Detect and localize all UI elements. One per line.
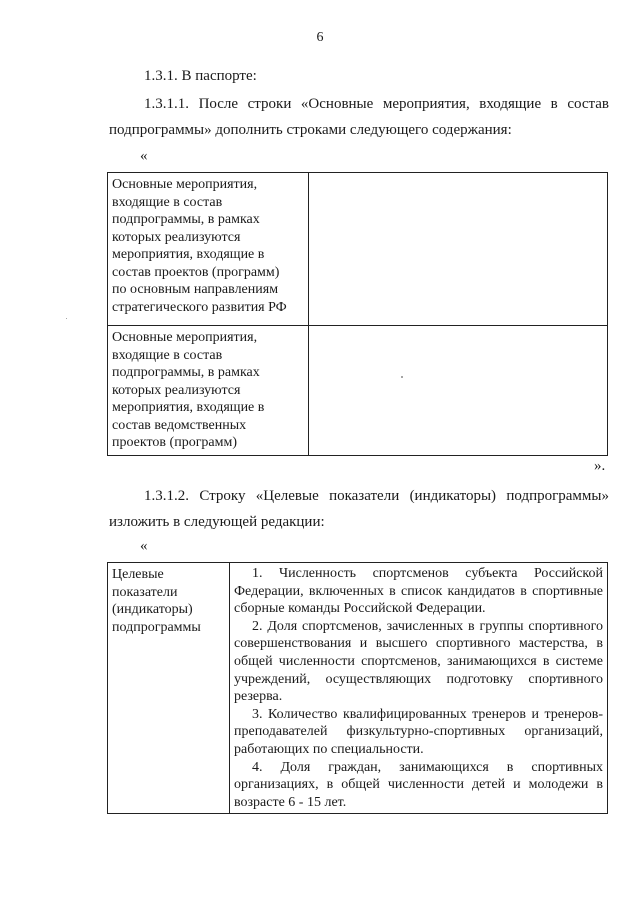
cell-line: которых реализуются [112, 229, 241, 245]
indicator-item: 3. Количество квалифицированных тренеров и тренеров-преподавателей физкультурно-спортивных организаций, работающих по специальности. [234, 706, 603, 757]
cell-line: входящие в состав [112, 194, 223, 210]
cell-line: входящие в состав [112, 347, 223, 363]
cell-line: состав ведомственных [112, 417, 247, 433]
cell-line: Основные мероприятия, [112, 330, 258, 345]
table-row [108, 173, 608, 326]
section-1-3-1-1-line2: подпрограммы» дополнить строками следующего содержания: [109, 122, 512, 138]
cell-line: Основные мероприятия, [112, 177, 258, 192]
opening-quote-mark: « [140, 148, 148, 164]
cell-line: Целевые [112, 567, 164, 582]
table-cell-label [108, 563, 230, 814]
cell-line: мероприятия, входящие в [112, 247, 265, 262]
table-row [108, 326, 608, 456]
table-cell-value [309, 326, 608, 456]
section-1-3-1-1-line1: 1.3.1.1. После строки «Основные мероприятия, входящие в состав [144, 96, 609, 112]
table-cell-value [309, 173, 608, 326]
indicator-item: 4. Доля граждан, занимающихся в спортивных организациях, в общей численности детей и молодежи в возрасте 6 - 15 лет. [234, 759, 603, 810]
table-cell-label [108, 173, 309, 326]
cell-line: по основным направлениям [112, 282, 279, 297]
indicator-item: 1. Численность спортсменов субъекта Российской Федерации, включенных в список кандидатов в спортивные сборные команды Российской Федерации. [234, 566, 603, 617]
cell-line: мероприятия, входящие в [112, 400, 265, 415]
cell-line: подпрограммы, в рамках [112, 212, 260, 227]
target-indicators-table [107, 562, 608, 814]
indicator-item: 2. Доля спортсменов, зачисленных в группы спортивного совершенствования и высшего спортивного мастерства, в общей численности спортсменов, занимающихся в системе учреждений, осуществляющих подготовку спортивного резерва. [234, 618, 603, 705]
opening-quote-mark: « [140, 538, 148, 554]
cell-line: стратегического развития РФ [112, 299, 287, 315]
table-row [108, 563, 608, 814]
cell-line: подпрограммы [112, 619, 201, 635]
scan-speck [401, 376, 403, 378]
section-1-3-1-2-line2: изложить в следующей редакции: [109, 514, 325, 530]
scan-speck [66, 318, 67, 319]
passport-table-main-activities [107, 172, 608, 456]
table-cell-label [108, 326, 309, 456]
cell-line: которых реализуются [112, 382, 241, 398]
cell-line: (индикаторы) [112, 602, 193, 618]
section-1-3-1-heading: 1.3.1. В паспорте: [144, 68, 257, 84]
page-number: 6 [316, 30, 324, 45]
cell-line: подпрограммы, в рамках [112, 365, 260, 380]
table-cell-value [230, 563, 608, 814]
cell-line: состав проектов (программ) [112, 264, 280, 280]
cell-line: показатели [112, 584, 178, 600]
cell-line: проектов (программ) [112, 435, 238, 450]
section-1-3-1-2-line1: 1.3.1.2. Строку «Целевые показатели (индикаторы) подпрограммы» [144, 488, 609, 504]
closing-quote-mark: ». [594, 458, 606, 474]
